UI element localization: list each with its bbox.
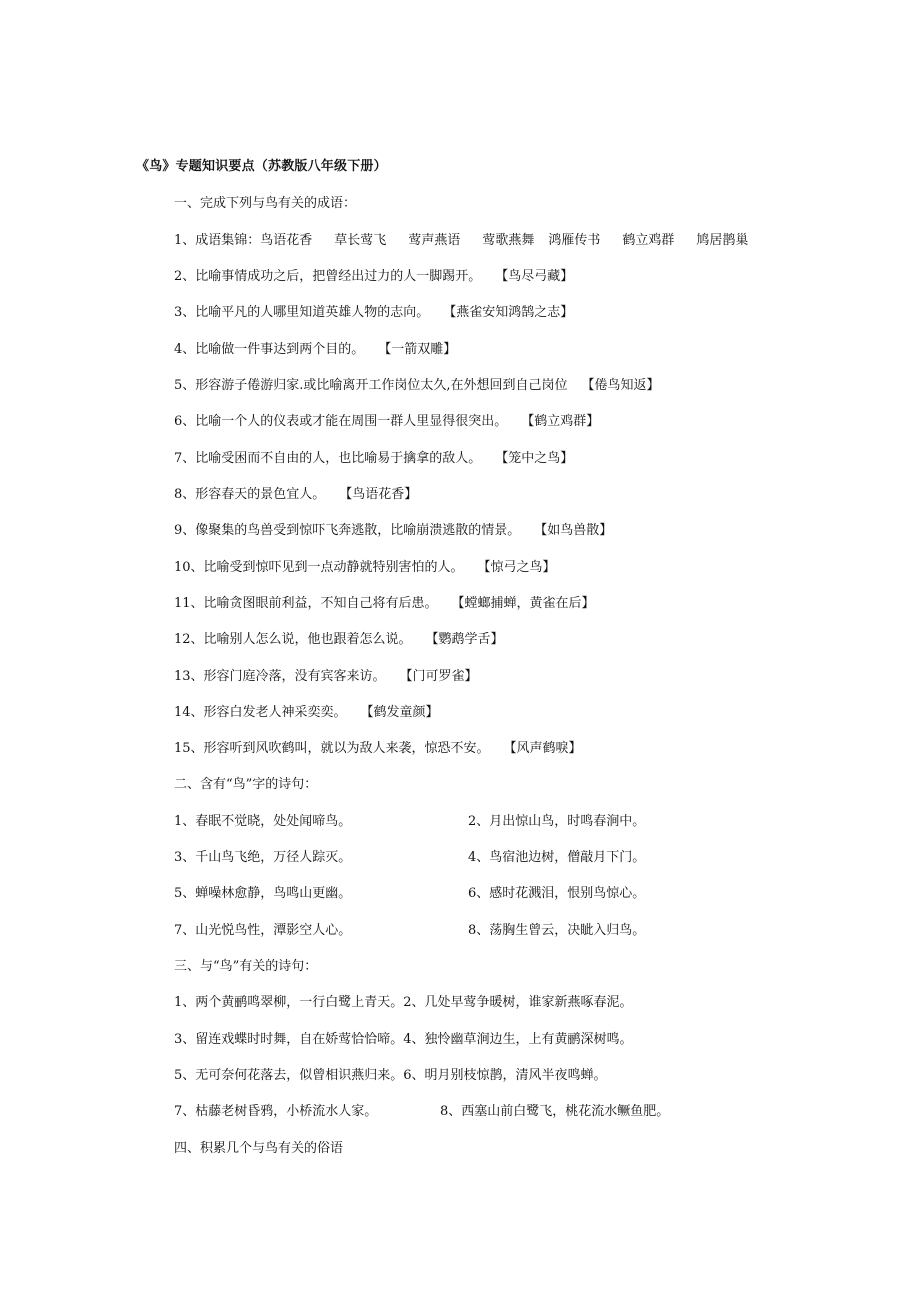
answer-text: 【鹤发童颜】 bbox=[360, 705, 439, 720]
question-text: 10、比喻受到惊吓见到一点动静就特别害怕的人。 bbox=[174, 560, 464, 575]
answer-text: 【鹦鹉学舌】 bbox=[425, 632, 504, 647]
idiom-collection-prefix: 1、成语集锦： bbox=[174, 233, 261, 248]
idiom: 莺歌燕舞 bbox=[482, 233, 535, 248]
idiom-question bbox=[174, 595, 595, 613]
idiom-question bbox=[174, 486, 417, 504]
idiom-question bbox=[174, 704, 439, 722]
answer-text: 【鸟尽弓藏】 bbox=[495, 269, 574, 284]
poem-line: 8、荡胸生曾云，决眦入归鸟。 bbox=[468, 923, 646, 938]
answer-text: 【风声鹤唳】 bbox=[503, 741, 582, 756]
idiom: 鸟语花香 bbox=[260, 233, 313, 248]
answer-text: 【螳螂捕蝉，黄雀在后】 bbox=[451, 596, 595, 611]
document-title: 《鸟》专题知识要点（苏教版八年级下册） bbox=[136, 159, 387, 174]
question-text: 8、形容春天的景色宜人。 bbox=[174, 487, 326, 502]
poem-line: 7、山光悦鸟性，潭影空人心。 bbox=[174, 923, 352, 938]
answer-text: 【鸟语花香】 bbox=[339, 487, 418, 502]
answer-text: 【如鸟兽散】 bbox=[534, 523, 613, 538]
poem-line: 3、留连戏蝶时时舞，自在娇莺恰恰啼。4、独怜幽草涧边生，上有黄鹂深树鸣。 bbox=[174, 1032, 633, 1047]
poem-line: 1、两个黄鹂鸣翠柳，一行白鹭上青天。2、几处早莺争暖树，谁家新燕啄春泥。 bbox=[174, 995, 633, 1010]
idiom: 莺声燕语 bbox=[408, 233, 461, 248]
poem-line: 3、千山鸟飞绝，万径人踪灭。 bbox=[174, 850, 352, 865]
idiom-question bbox=[174, 522, 612, 540]
poem-line: 5、蝉噪林愈静，鸟鸣山更幽。 bbox=[174, 886, 352, 901]
question-text: 14、形容白发老人神采奕奕。 bbox=[174, 705, 347, 720]
idiom-question bbox=[174, 631, 504, 649]
idiom: 鸠居鹊巢 bbox=[696, 233, 749, 248]
answer-text: 【惊弓之鸟】 bbox=[477, 560, 556, 575]
poem-line: 5、无可奈何花落去，似曾相识燕归来。6、明月别枝惊鹊，清风半夜鸣蝉。 bbox=[174, 1068, 607, 1083]
idiom: 鸿雁传书 bbox=[548, 233, 601, 248]
question-text: 5、形容游子倦游归家.或比喻离开工作岗位太久,在外想回到自己岗位 bbox=[174, 378, 568, 393]
section-4-heading: 四、积累几个与鸟有关的俗语 bbox=[174, 1141, 344, 1156]
answer-text: 【倦鸟知返】 bbox=[581, 378, 660, 393]
idiom-question bbox=[174, 740, 582, 758]
section-1-heading: 一、完成下列与鸟有关的成语： bbox=[174, 196, 357, 211]
idiom-question bbox=[174, 377, 660, 395]
poem-line: 2、月出惊山鸟，时鸣春涧中。 bbox=[468, 814, 646, 829]
question-text: 4、比喻做一件事达到两个目的。 bbox=[174, 342, 365, 357]
idiom-question bbox=[174, 668, 478, 686]
answer-text: 【燕雀安知鸿鹄之志】 bbox=[443, 305, 574, 320]
answer-text: 【一箭双雕】 bbox=[378, 342, 457, 357]
section-2-heading: 二、含有“鸟”字的诗句： bbox=[174, 777, 318, 792]
question-text: 9、像聚集的鸟兽受到惊吓飞奔逃散，比喻崩溃逃散的情景。 bbox=[174, 523, 521, 538]
idiom-question bbox=[174, 341, 456, 359]
idiom-question bbox=[174, 413, 599, 431]
question-text: 3、比喻平凡的人哪里知道英雄人物的志向。 bbox=[174, 305, 430, 320]
question-text: 7、比喻受困而不自由的人，也比喻易于擒拿的敌人。 bbox=[174, 451, 482, 466]
poem-line: 4、鸟宿池边树，僧敲月下门。 bbox=[468, 850, 646, 865]
question-text: 12、比喻别人怎么说，他也跟着怎么说。 bbox=[174, 632, 412, 647]
question-text: 11、比喻贪图眼前利益，不知自己将有后患。 bbox=[174, 596, 438, 611]
question-text: 15、形容听到风吹鹤叫，就以为敌人来袭，惊恐不安。 bbox=[174, 741, 490, 756]
poem-line: 1、春眠不觉晓，处处闻啼鸟。 bbox=[174, 814, 352, 829]
idiom: 草长莺飞 bbox=[334, 233, 387, 248]
poem-line: 8、西塞山前白鹭飞，桃花流水鳜鱼肥。 bbox=[440, 1104, 670, 1119]
idiom-question bbox=[174, 559, 556, 577]
answer-text: 【笼中之鸟】 bbox=[495, 451, 574, 466]
idiom-collection-line bbox=[174, 232, 748, 250]
idiom-question bbox=[174, 450, 573, 468]
poem-line: 7、枯藤老树昏鸦，小桥流水人家。 bbox=[174, 1104, 378, 1119]
poem-line: 6、感时花溅泪，恨别鸟惊心。 bbox=[468, 886, 646, 901]
answer-text: 【鹤立鸡群】 bbox=[521, 414, 600, 429]
idiom-question bbox=[174, 268, 573, 286]
section-3-heading: 三、与“鸟”有关的诗句： bbox=[174, 959, 318, 974]
answer-text: 【门可罗雀】 bbox=[399, 669, 478, 684]
idiom: 鹤立鸡群 bbox=[622, 233, 675, 248]
idiom-question bbox=[174, 304, 573, 322]
question-text: 6、比喻一个人的仪表或才能在周围一群人里显得很突出。 bbox=[174, 414, 508, 429]
question-text: 2、比喻事情成功之后，把曾经出过力的人一脚踢开。 bbox=[174, 269, 482, 284]
question-text: 13、形容门庭冷落，没有宾客来访。 bbox=[174, 669, 386, 684]
